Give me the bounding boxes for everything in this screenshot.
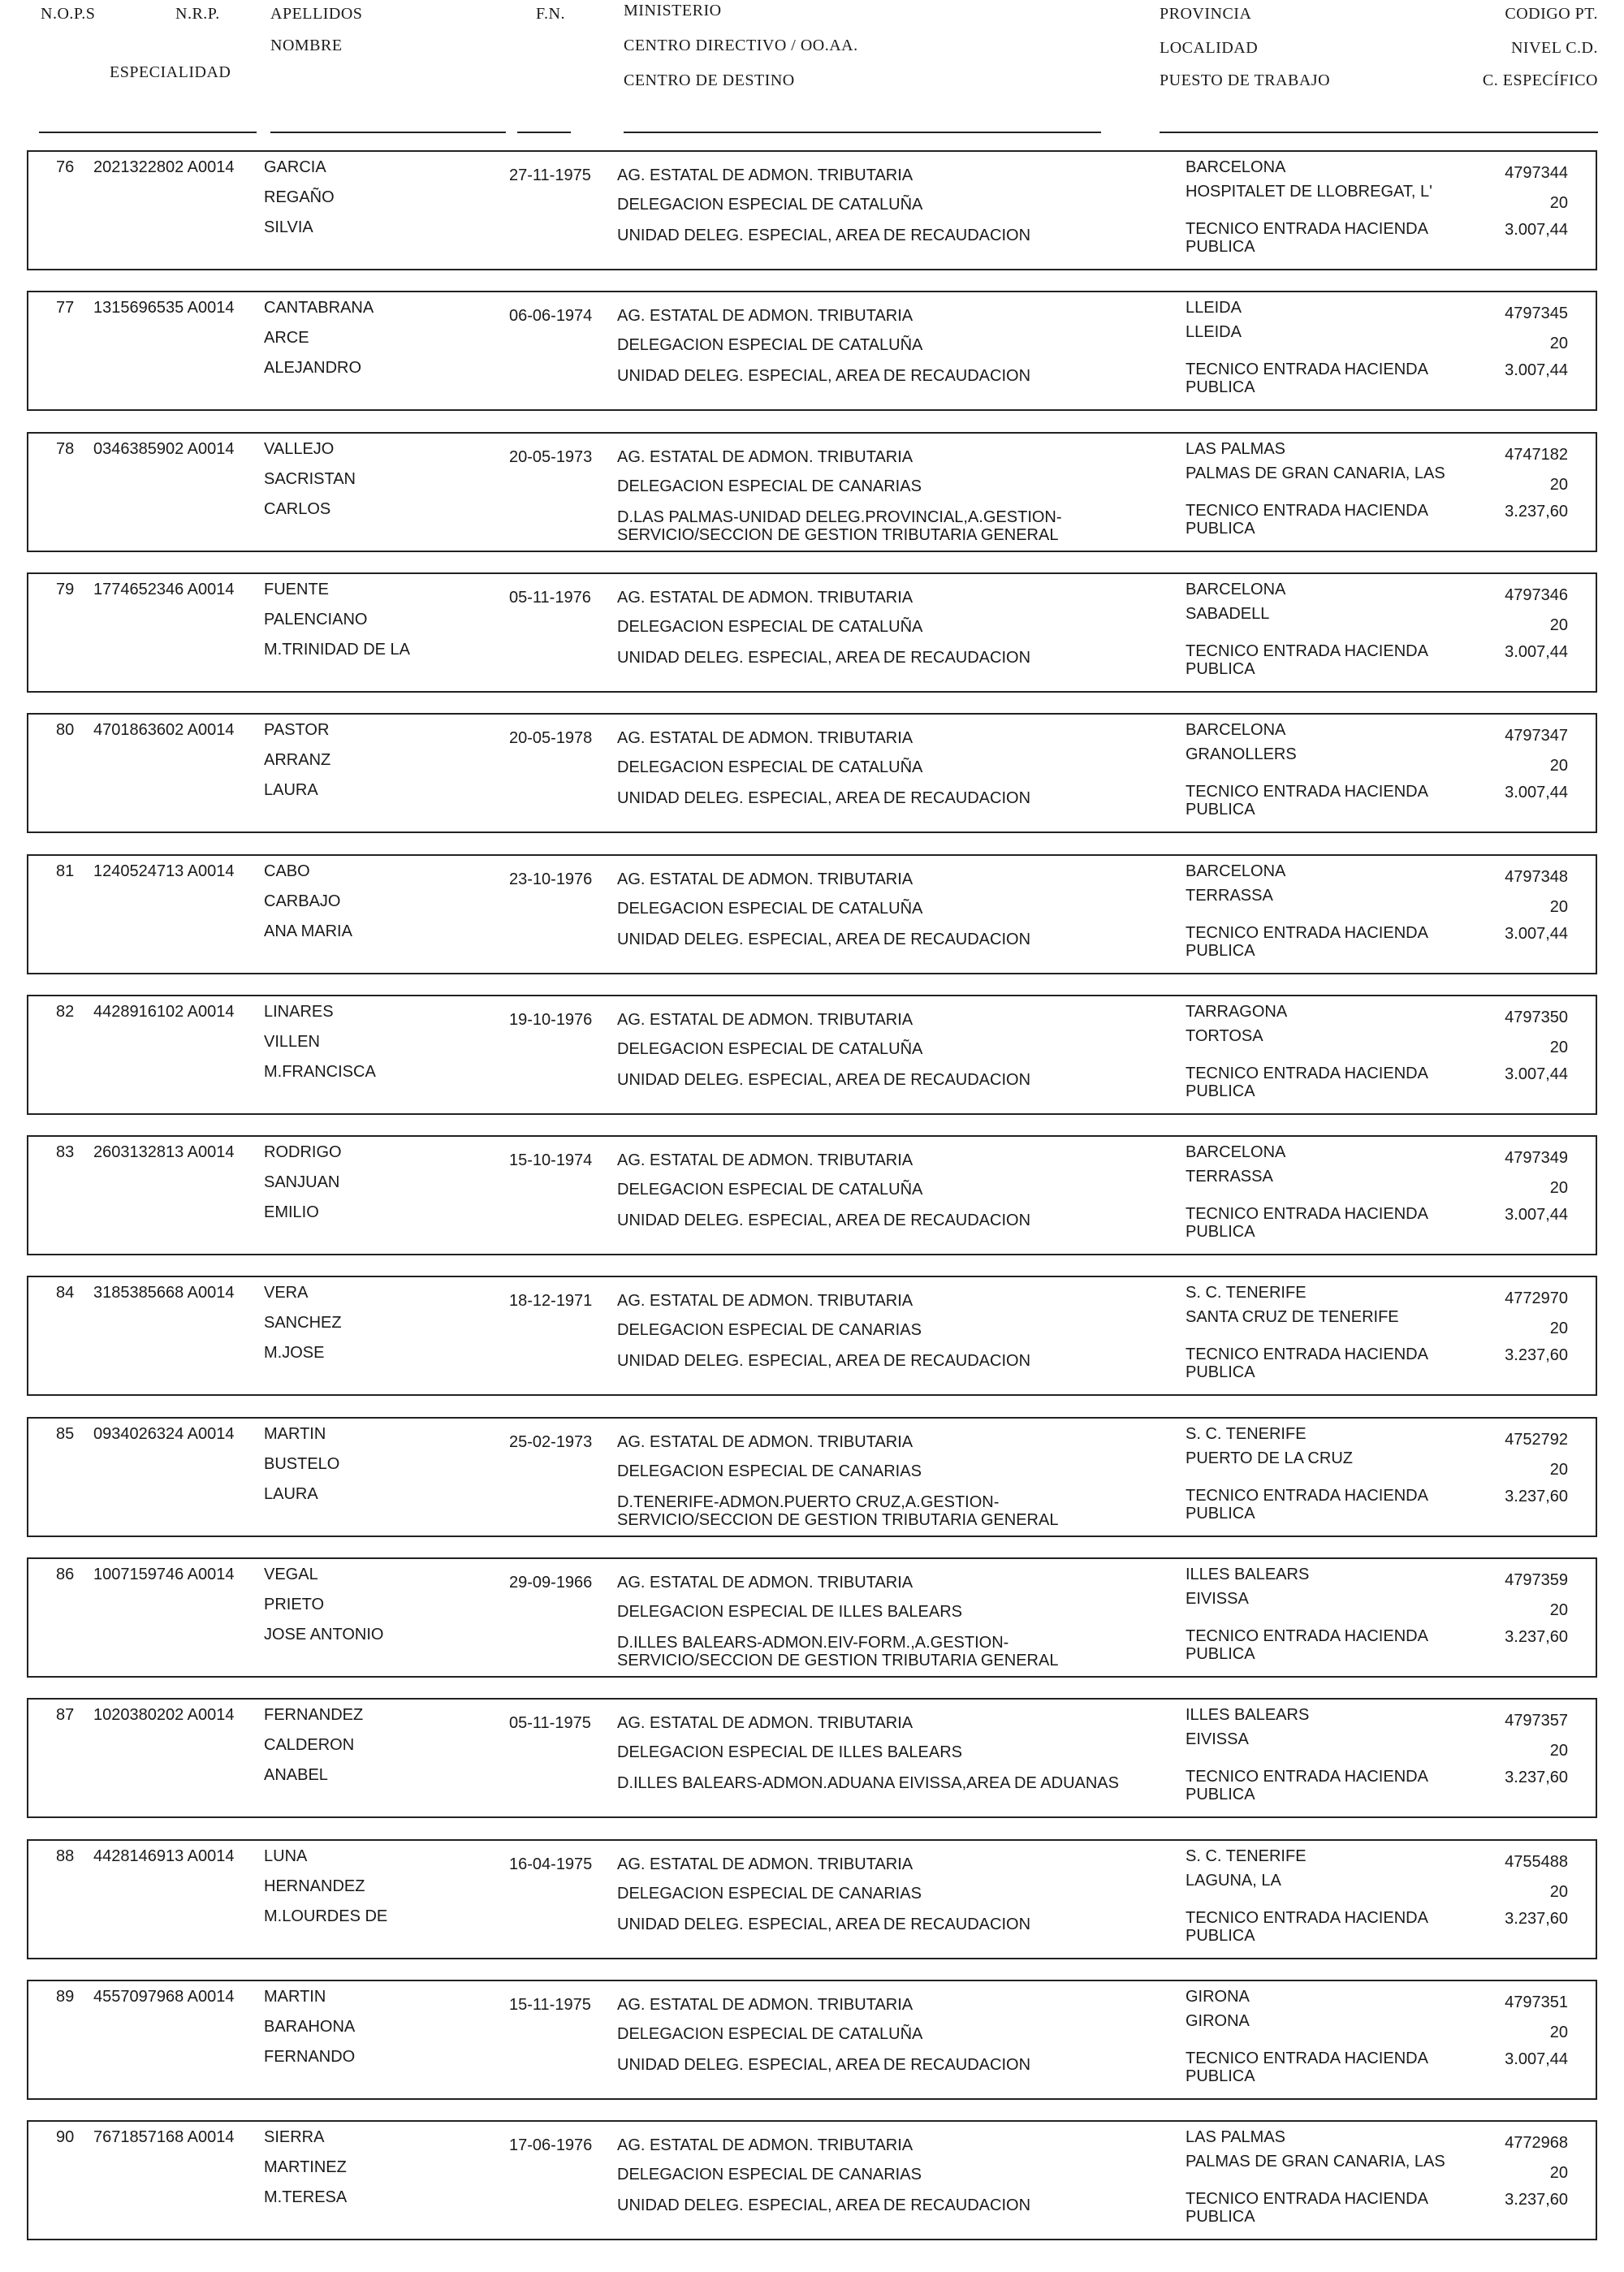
level-cd: 20 [1549,1461,1568,1479]
level-cd: 20 [1549,1179,1568,1197]
ministry: AG. ESTATAL DE ADMON. TRIBUTARIA [617,1855,914,1873]
header-fn: F.N. [536,5,565,23]
level-cd: 20 [1549,194,1568,212]
record-number: 88 [56,1847,75,1865]
locality: TORTOSA [1186,1027,1263,1045]
first-surname: FERNANDEZ [264,1706,364,1724]
position-code: 4797347 [1505,727,1568,745]
record-number: 85 [56,1425,75,1443]
given-name: M.LOURDES DE [264,1907,388,1925]
birth-date: 23-10-1976 [509,870,593,888]
record [27,572,1597,693]
job-position: TECNICO ENTRADA HACIENDA PUBLICA [1186,1345,1428,1381]
directive-center: DELEGACION ESPECIAL DE CATALUÑA [617,618,923,636]
birth-date: 15-10-1974 [509,1151,593,1169]
record-number: 77 [56,299,75,317]
province: ILLES BALEARS [1186,1706,1310,1724]
job-position: TECNICO ENTRADA HACIENDA PUBLICA [1186,502,1428,538]
destination-center: UNIDAD DELEG. ESPECIAL, AREA DE RECAUDACION [617,367,1031,385]
locality: GRANOLLERS [1186,745,1297,763]
province: BARCELONA [1186,721,1286,739]
specific-complement: 3.007,44 [1505,643,1568,661]
specific-complement: 3.237,60 [1505,1910,1568,1928]
record-number: 76 [56,158,75,176]
position-code: 4752792 [1505,1431,1568,1449]
header-rule [517,132,571,133]
locality: HOSPITALET DE LLOBREGAT, L' [1186,183,1432,201]
first-surname: VEGAL [264,1566,318,1583]
specific-complement: 3.007,44 [1505,2050,1568,2068]
birth-date: 18-12-1971 [509,1292,593,1310]
record-number: 84 [56,1284,75,1302]
destination-center: UNIDAD DELEG. ESPECIAL, AREA DE RECAUDACION [617,1352,1031,1370]
record [27,995,1597,1115]
specific-complement: 3.007,44 [1505,361,1568,379]
given-name: SILVIA [264,218,313,236]
record-number: 79 [56,581,75,598]
record-number: 82 [56,1003,75,1021]
locality: PUERTO DE LA CRUZ [1186,1449,1353,1467]
record-number: 81 [56,862,75,880]
province: BARCELONA [1186,862,1286,880]
position-code: 4797345 [1505,305,1568,322]
record-number: 83 [56,1143,75,1161]
given-name: ALEJANDRO [264,359,362,377]
directive-center: DELEGACION ESPECIAL DE CANARIAS [617,1321,922,1339]
province: TARRAGONA [1186,1003,1288,1021]
second-surname: SACRISTAN [264,470,356,488]
record [27,1980,1597,2100]
directive-center: DELEGACION ESPECIAL DE CATALUÑA [617,1040,923,1058]
header-rule [39,132,257,133]
destination-center: D.TENERIFE-ADMON.PUERTO CRUZ,A.GESTION- SERVICIO/SECCION DE GESTION TRIBUTARIA GENERAL [617,1493,1059,1529]
second-surname: CALDERON [264,1736,355,1754]
record-nrp: 4701863602 A0014 [93,721,235,739]
record-nrp: 3185385668 A0014 [93,1284,235,1302]
position-code: 4797348 [1505,868,1568,886]
job-position: TECNICO ENTRADA HACIENDA PUBLICA [1186,1205,1428,1241]
province: S. C. TENERIFE [1186,1847,1307,1865]
header-codigo: CODIGO PT. [1505,5,1598,23]
specific-complement: 3.007,44 [1505,925,1568,943]
specific-complement: 3.007,44 [1505,784,1568,801]
position-code: 4797344 [1505,164,1568,182]
destination-center: UNIDAD DELEG. ESPECIAL, AREA DE RECAUDACION [617,1916,1031,1933]
position-code: 4772968 [1505,2134,1568,2152]
province: LAS PALMAS [1186,2128,1286,2146]
locality: TERRASSA [1186,1168,1273,1186]
header-centro-destino: CENTRO DE DESTINO [624,71,795,89]
level-cd: 20 [1549,1039,1568,1056]
level-cd: 20 [1549,757,1568,775]
first-surname: MARTIN [264,1988,326,2006]
second-surname: PALENCIANO [264,611,368,628]
job-position: TECNICO ENTRADA HACIENDA PUBLICA [1186,2050,1428,2085]
second-surname: REGAÑO [264,188,335,206]
record [27,291,1597,411]
record-nrp: 2021322802 A0014 [93,158,235,176]
record-nrp: 1020380202 A0014 [93,1706,235,1724]
record [27,1698,1597,1818]
locality: PALMAS DE GRAN CANARIA, LAS [1186,2153,1445,2170]
given-name: JOSE ANTONIO [264,1626,384,1644]
job-position: TECNICO ENTRADA HACIENDA PUBLICA [1186,361,1428,396]
level-cd: 20 [1549,476,1568,494]
destination-center: UNIDAD DELEG. ESPECIAL, AREA DE RECAUDACION [617,2196,1031,2214]
second-surname: PRIETO [264,1596,325,1613]
directive-center: DELEGACION ESPECIAL DE CATALUÑA [617,900,923,918]
first-surname: GARCIA [264,158,326,176]
specific-complement: 3.237,60 [1505,1628,1568,1646]
ministry: AG. ESTATAL DE ADMON. TRIBUTARIA [617,1996,914,2014]
directive-center: DELEGACION ESPECIAL DE CATALUÑA [617,2025,923,2043]
record-nrp: 1240524713 A0014 [93,862,235,880]
second-surname: BARAHONA [264,2018,356,2036]
specific-complement: 3.237,60 [1505,1769,1568,1786]
level-cd: 20 [1549,616,1568,634]
first-surname: PASTOR [264,721,330,739]
birth-date: 25-02-1973 [509,1433,593,1451]
first-surname: MARTIN [264,1425,326,1443]
first-surname: LUNA [264,1847,308,1865]
position-code: 4797359 [1505,1571,1568,1589]
record-nrp: 7671857168 A0014 [93,2128,235,2146]
first-surname: VERA [264,1284,309,1302]
ministry: AG. ESTATAL DE ADMON. TRIBUTARIA [617,1151,914,1169]
header-rule [624,132,1101,133]
locality: SABADELL [1186,605,1270,623]
header-especialidad: ESPECIALIDAD [110,63,231,81]
second-surname: HERNANDEZ [264,1877,365,1895]
header-puesto: PUESTO DE TRABAJO [1160,71,1331,89]
locality: EIVISSA [1186,1590,1249,1608]
job-position: TECNICO ENTRADA HACIENDA PUBLICA [1186,924,1428,960]
province: BARCELONA [1186,1143,1286,1161]
record-number: 86 [56,1566,75,1583]
directive-center: DELEGACION ESPECIAL DE CATALUÑA [617,196,923,214]
destination-center: D.ILLES BALEARS-ADMON.EIV-FORM.,A.GESTION- SERVICIO/SECCION DE GESTION TRIBUTARIA GENERAL [617,1634,1059,1669]
birth-date: 06-06-1974 [509,307,593,325]
birth-date: 29-09-1966 [509,1574,593,1592]
directive-center: DELEGACION ESPECIAL DE CATALUÑA [617,1181,923,1199]
first-surname: SIERRA [264,2128,325,2146]
job-position: TECNICO ENTRADA HACIENDA PUBLICA [1186,1065,1428,1100]
first-surname: CANTABRANA [264,299,374,317]
specific-complement: 3.237,60 [1505,2191,1568,2209]
record-nrp: 2603132813 A0014 [93,1143,235,1161]
level-cd: 20 [1549,1742,1568,1760]
ministry: AG. ESTATAL DE ADMON. TRIBUTARIA [617,1011,914,1029]
header-provincia: PROVINCIA [1160,5,1252,23]
record [27,432,1597,552]
birth-date: 05-11-1976 [509,589,591,607]
record-number: 80 [56,721,75,739]
first-surname: CABO [264,862,310,880]
specific-complement: 3.007,44 [1505,221,1568,239]
record [27,713,1597,833]
birth-date: 17-06-1976 [509,2136,593,2154]
record [27,1135,1597,1255]
locality: TERRASSA [1186,887,1273,905]
destination-center: UNIDAD DELEG. ESPECIAL, AREA DE RECAUDACION [617,789,1031,807]
job-position: TECNICO ENTRADA HACIENDA PUBLICA [1186,1768,1428,1803]
record-nrp: 1774652346 A0014 [93,581,235,598]
destination-center: D.LAS PALMAS-UNIDAD DELEG.PROVINCIAL,A.GESTION- SERVICIO/SECCION DE GESTION TRIBUTARIA GENERAL [617,508,1062,544]
locality: EIVISSA [1186,1730,1249,1748]
directive-center: DELEGACION ESPECIAL DE CANARIAS [617,2166,922,2183]
given-name: M.JOSE [264,1344,325,1362]
record-nrp: 1007159746 A0014 [93,1566,235,1583]
first-surname: RODRIGO [264,1143,342,1161]
position-code: 4797350 [1505,1009,1568,1026]
ministry: AG. ESTATAL DE ADMON. TRIBUTARIA [617,166,914,184]
record-nrp: 4428916102 A0014 [93,1003,235,1021]
second-surname: BUSTELO [264,1455,340,1473]
record-number: 78 [56,440,75,458]
given-name: M.TERESA [264,2188,348,2206]
birth-date: 20-05-1978 [509,729,593,747]
second-surname: CARBAJO [264,892,341,910]
destination-center: UNIDAD DELEG. ESPECIAL, AREA DE RECAUDACION [617,649,1031,667]
header-nombre: NOMBRE [270,37,343,54]
level-cd: 20 [1549,335,1568,352]
position-code: 4755488 [1505,1853,1568,1871]
province: GIRONA [1186,1988,1250,2006]
record-nrp: 4557097968 A0014 [93,1988,235,2006]
province: LLEIDA [1186,299,1242,317]
given-name: LAURA [264,1485,318,1503]
record [27,150,1597,270]
ministry: AG. ESTATAL DE ADMON. TRIBUTARIA [617,1714,914,1732]
second-surname: SANCHEZ [264,1314,342,1332]
header-localidad: LOCALIDAD [1160,39,1259,57]
locality: SANTA CRUZ DE TENERIFE [1186,1308,1399,1326]
second-surname: SANJUAN [264,1173,340,1191]
destination-center: D.ILLES BALEARS-ADMON.ADUANA EIVISSA,AREA DE ADUANAS [617,1774,1119,1792]
record [27,1839,1597,1959]
ministry: AG. ESTATAL DE ADMON. TRIBUTARIA [617,589,914,607]
birth-date: 27-11-1975 [509,166,591,184]
record-nrp: 1315696535 A0014 [93,299,235,317]
first-surname: VALLEJO [264,440,335,458]
locality: PALMAS DE GRAN CANARIA, LAS [1186,464,1445,482]
job-position: TECNICO ENTRADA HACIENDA PUBLICA [1186,2190,1428,2226]
specific-complement: 3.007,44 [1505,1065,1568,1083]
ministry: AG. ESTATAL DE ADMON. TRIBUTARIA [617,1433,914,1451]
level-cd: 20 [1549,2024,1568,2041]
second-surname: VILLEN [264,1033,320,1051]
job-position: TECNICO ENTRADA HACIENDA PUBLICA [1186,1627,1428,1663]
ministry: AG. ESTATAL DE ADMON. TRIBUTARIA [617,1292,914,1310]
given-name: ANA MARIA [264,922,352,940]
province: S. C. TENERIFE [1186,1284,1307,1302]
header-nrp: N.R.P. [175,5,220,23]
province: LAS PALMAS [1186,440,1286,458]
ministry: AG. ESTATAL DE ADMON. TRIBUTARIA [617,729,914,747]
job-position: TECNICO ENTRADA HACIENDA PUBLICA [1186,783,1428,819]
province: ILLES BALEARS [1186,1566,1310,1583]
record-number: 87 [56,1706,75,1724]
directive-center: DELEGACION ESPECIAL DE CANARIAS [617,477,922,495]
ministry: AG. ESTATAL DE ADMON. TRIBUTARIA [617,870,914,888]
level-cd: 20 [1549,2164,1568,2182]
birth-date: 05-11-1975 [509,1714,591,1732]
position-code: 4797349 [1505,1149,1568,1167]
destination-center: UNIDAD DELEG. ESPECIAL, AREA DE RECAUDACION [617,2056,1031,2074]
first-surname: LINARES [264,1003,334,1021]
header-nivel: NIVEL C.D. [1510,39,1598,57]
first-surname: FUENTE [264,581,329,598]
ministry: AG. ESTATAL DE ADMON. TRIBUTARIA [617,448,914,466]
record [27,1276,1597,1396]
ministry: AG. ESTATAL DE ADMON. TRIBUTARIA [617,1574,914,1592]
job-position: TECNICO ENTRADA HACIENDA PUBLICA [1186,220,1428,256]
level-cd: 20 [1549,1883,1568,1901]
directive-center: DELEGACION ESPECIAL DE ILLES BALEARS [617,1743,962,1761]
given-name: FERNANDO [264,2048,356,2066]
specific-complement: 3.237,60 [1505,1488,1568,1505]
record [27,1557,1597,1678]
header-ministerio: MINISTERIO [624,2,722,19]
given-name: ANABEL [264,1766,328,1784]
job-position: TECNICO ENTRADA HACIENDA PUBLICA [1186,1487,1428,1523]
specific-complement: 3.007,44 [1505,1206,1568,1224]
given-name: EMILIO [264,1203,319,1221]
given-name: LAURA [264,781,318,799]
destination-center: UNIDAD DELEG. ESPECIAL, AREA DE RECAUDACION [617,931,1031,948]
second-surname: ARCE [264,329,309,347]
position-code: 4797357 [1505,1712,1568,1730]
position-code: 4747182 [1505,446,1568,464]
position-code: 4797351 [1505,1993,1568,2011]
directive-center: DELEGACION ESPECIAL DE CANARIAS [617,1462,922,1480]
directive-center: DELEGACION ESPECIAL DE ILLES BALEARS [617,1603,962,1621]
birth-date: 16-04-1975 [509,1855,593,1873]
record-nrp: 0346385902 A0014 [93,440,235,458]
birth-date: 19-10-1976 [509,1011,593,1029]
header-nops: N.O.P.S [41,5,96,23]
record [27,2120,1597,2240]
second-surname: MARTINEZ [264,2158,347,2176]
directive-center: DELEGACION ESPECIAL DE CATALUÑA [617,336,923,354]
ministry: AG. ESTATAL DE ADMON. TRIBUTARIA [617,2136,914,2154]
destination-center: UNIDAD DELEG. ESPECIAL, AREA DE RECAUDACION [617,1212,1031,1229]
ministry: AG. ESTATAL DE ADMON. TRIBUTARIA [617,307,914,325]
header-apellidos: APELLIDOS [270,5,363,23]
job-position: TECNICO ENTRADA HACIENDA PUBLICA [1186,642,1428,678]
header-centro-directivo: CENTRO DIRECTIVO / OO.AA. [624,37,858,54]
directive-center: DELEGACION ESPECIAL DE CANARIAS [617,1885,922,1903]
specific-complement: 3.237,60 [1505,503,1568,520]
level-cd: 20 [1549,1320,1568,1337]
specific-complement: 3.237,60 [1505,1346,1568,1364]
locality: LAGUNA, LA [1186,1872,1281,1890]
destination-center: UNIDAD DELEG. ESPECIAL, AREA DE RECAUDACION [617,1071,1031,1089]
column-header [0,0,1624,138]
province: BARCELONA [1186,581,1286,598]
province: BARCELONA [1186,158,1286,176]
directive-center: DELEGACION ESPECIAL DE CATALUÑA [617,758,923,776]
job-position: TECNICO ENTRADA HACIENDA PUBLICA [1186,1909,1428,1945]
level-cd: 20 [1549,898,1568,916]
header-rule [270,132,506,133]
level-cd: 20 [1549,1601,1568,1619]
given-name: M.FRANCISCA [264,1063,376,1081]
header-rule [1160,132,1598,133]
record [27,1417,1597,1537]
locality: GIRONA [1186,2012,1250,2030]
given-name: CARLOS [264,500,331,518]
given-name: M.TRINIDAD DE LA [264,641,411,659]
locality: LLEIDA [1186,323,1242,341]
header-ce: C. ESPECÍFICO [1482,71,1598,89]
position-code: 4772970 [1505,1289,1568,1307]
record-nrp: 0934026324 A0014 [93,1425,235,1443]
province: S. C. TENERIFE [1186,1425,1307,1443]
position-code: 4797346 [1505,586,1568,604]
record-number: 90 [56,2128,75,2146]
record [27,854,1597,974]
record-number: 89 [56,1988,75,2006]
birth-date: 20-05-1973 [509,448,593,466]
record-nrp: 4428146913 A0014 [93,1847,235,1865]
birth-date: 15-11-1975 [509,1996,591,2014]
second-surname: ARRANZ [264,751,331,769]
destination-center: UNIDAD DELEG. ESPECIAL, AREA DE RECAUDACION [617,227,1031,244]
